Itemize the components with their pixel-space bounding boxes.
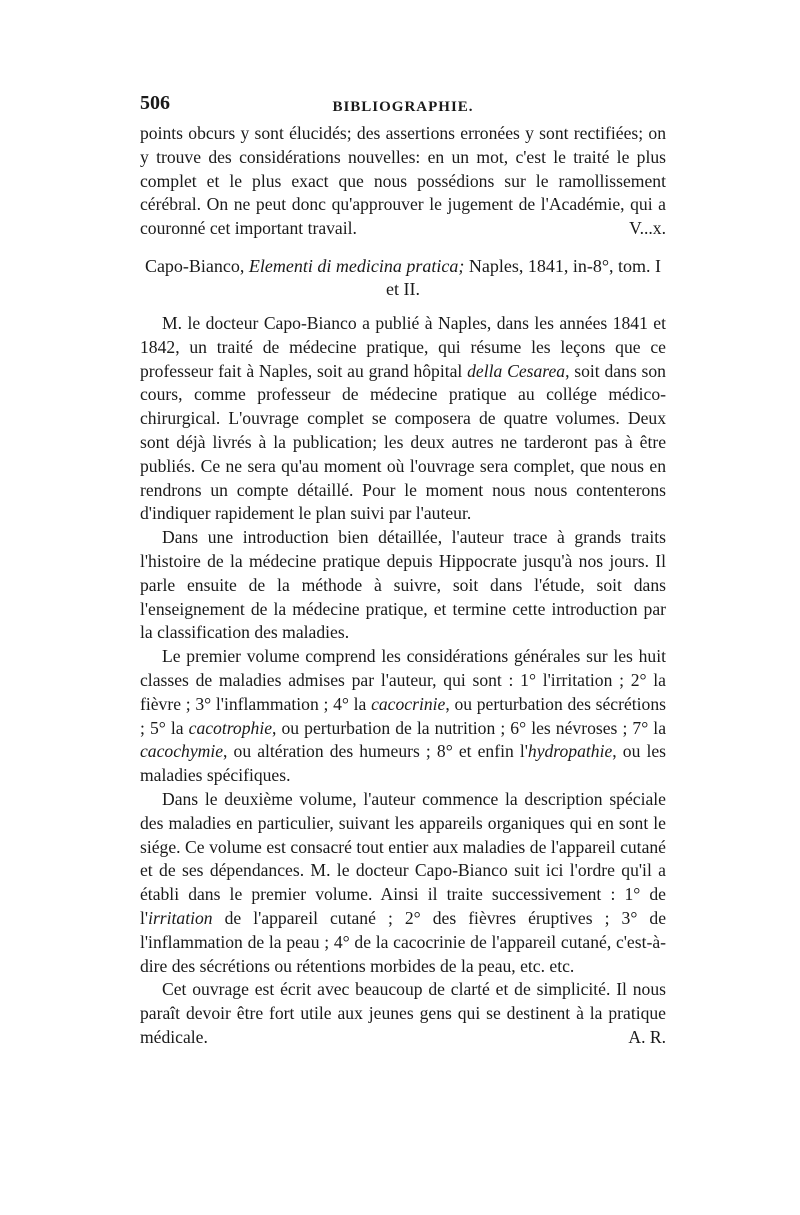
review-p3-a: Le premier volume comprend les considérations générales sur les huit classes de maladies admises par l'auteur, qui sont : 1° l'irritation ; 2° la fièvre ; 3° l'inflammation ; 4° la (140, 646, 666, 714)
review-p3-e: , ou les maladies spécifiques. (140, 741, 666, 786)
book-entry-heading (140, 255, 666, 302)
review-p3-d: , ou altération des humeurs ; 8° et enfin l' (223, 741, 528, 762)
book-title: Elementi di medicina pratica; (248, 255, 465, 276)
running-title: BIBLIOGRAPHIE. (332, 99, 474, 115)
review-p4-b: de l'appareil cutané ; 2° des fièvres éruptives ; 3° de l'inflammation de la peau ; 4° de la cacocrinie de l'appareil cutané, c'est-à-dire des sécrétions ou rétentions morbides de la peau, etc. etc. (140, 907, 666, 976)
term-irritation: irritation (148, 907, 213, 928)
running-head (140, 92, 666, 120)
review-paragraph-2: Dans une introduction bien détaillée, l'auteur trace à grands traits l'histoire de la médecine pratique depuis Hippocrate jusqu'à nos jours. Il parle ensuite de la méthode à suivre, soit dans l'étude, soit dans l'enseignement de la médecine pratique, et termine cette introduction par la classification des maladies. (140, 527, 666, 643)
review-p1-text: M. le docteur Capo-Bianco a publié à Naples, dans les années 1841 et 1842, un traité de médecine pratique, qui résume les leçons que ce professeur fait à Naples, soit au grand hôpital (140, 312, 666, 381)
review-signature: A. R. (628, 1026, 666, 1047)
review-paragraph-5 (140, 978, 666, 1049)
previous-review-conclusion (140, 122, 666, 241)
review-p4-a: Dans le deuxième volume, l'auteur commence la description spéciale des maladies en particulier, suivant les appareils organiques qui en sont le siége. Ce volume est consacré tout entier aux maladies de l'appareil cutané et de ses dépendances. M. le docteur Capo-Bianco suit ici l'ordre qu'il a établi dans le premier volume. Ainsi il traite successivement : 1° de l' (140, 788, 666, 928)
previous-review-signature: V...x. (629, 218, 666, 239)
review-paragraph-4 (140, 788, 666, 978)
term-cacochymie: cacochymie (140, 741, 224, 762)
term-hydropathie: hydropathie (527, 741, 613, 762)
review-paragraph-3 (140, 645, 666, 788)
previous-review-text: points obcurs y sont élucidés; des assertions erronées y sont rectifiées; on y trouve des considérations nouvelles: en un mot, c'est le traité le plus complet et le plus exact que nous possédions sur le ramollissement cérébral. On ne peut donc qu'approuver le jugement de l'Académie, qui a couronné cet important travail. (140, 123, 666, 239)
page-number: 506 (140, 92, 170, 114)
review-paragraph-1 (140, 312, 666, 526)
book-publication: Naples, 1841, in-8°, tom. I et II. (386, 255, 662, 300)
book-page (140, 92, 666, 1050)
term-cacocrinie: cacocrinie (371, 693, 446, 714)
review-p3-b: , ou perturbation des sécrétions ; 5° la (140, 693, 666, 738)
term-cacotrophie: cacotrophie (188, 717, 273, 738)
review-p1-italic: della Cesarea (467, 360, 566, 381)
review-p5-text: Cet ouvrage est écrit avec beaucoup de clarté et de simplicité. Il nous paraît devoir être fort utile aux jeunes gens qui se destinent à la pratique médicale. (140, 979, 666, 1047)
book-author: Capo-Bianco, (144, 255, 245, 276)
review-p3-c: , ou perturbation de la nutrition ; 6° les névroses ; 7° la (272, 717, 666, 738)
review-p1-end: , soit dans son cours, comme professeur de médecine pratique au collége médico-chirurgical. L'ouvrage complet se composera de quatre volumes. Deux sont déjà livrés à la publication; les deux autres ne tarderont pas à être publiés. Ce ne sera qu'au moment où l'ouvrage sera complet, que nous en rendrons un compte détaillé. Pour le moment nous nous contenterons d'indiquer rapidement le plan suivi par l'auteur. (140, 360, 666, 524)
